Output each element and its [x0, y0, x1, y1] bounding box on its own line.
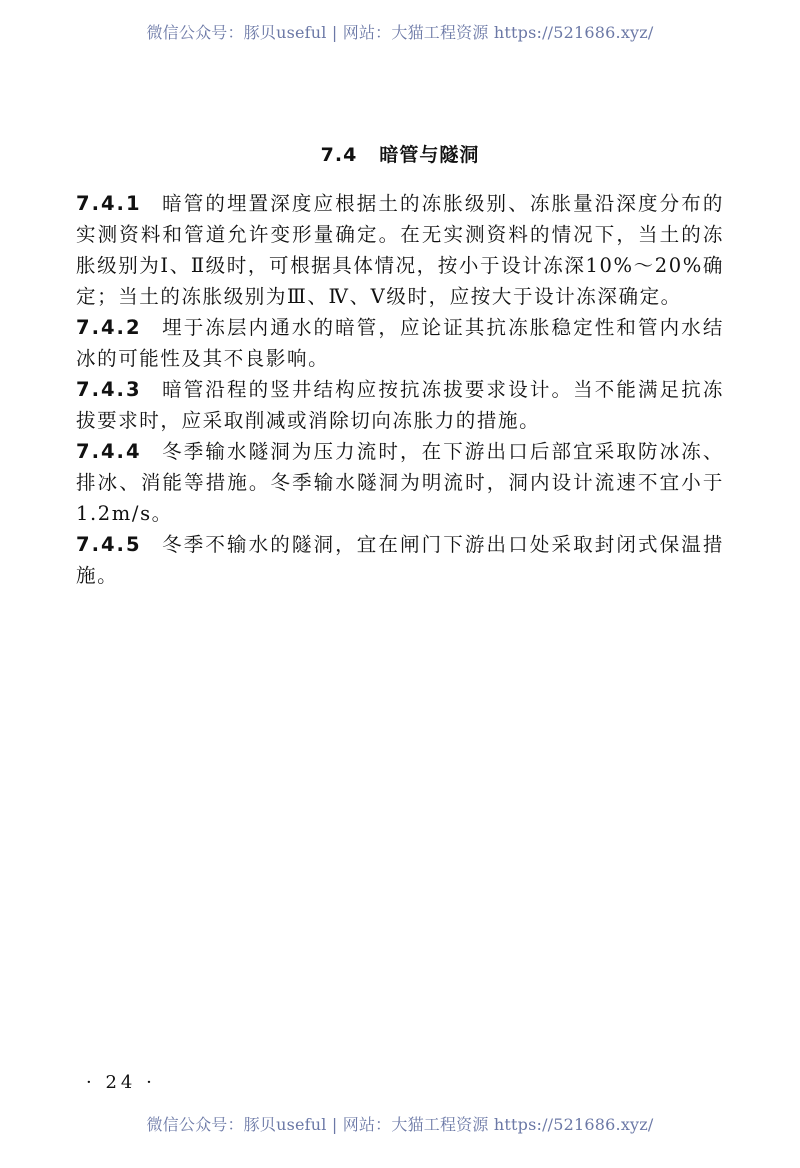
clause-7-4-2	[76, 312, 724, 374]
section-title: 暗管与隧洞	[379, 144, 480, 166]
clause-number: 7.4.3	[76, 378, 142, 401]
clause-7-4-1	[76, 188, 724, 312]
page-content	[76, 140, 724, 591]
clause-number: 7.4.5	[76, 533, 142, 556]
clause-7-4-5	[76, 529, 724, 591]
clause-7-4-3	[76, 374, 724, 436]
clause-text: 暗管沿程的竖井结构应按抗冻拔要求设计。当不能满足抗冻拔要求时，应采取削减或消除切向冻胀力的措施。	[76, 378, 724, 432]
section-heading	[76, 140, 724, 170]
watermark-top: 微信公众号：豚贝useful | 网站：大猫工程资源 https://521686.xyz/	[146, 23, 654, 42]
clause-number: 7.4.4	[76, 440, 142, 463]
clause-text: 暗管的埋置深度应根据土的冻胀级别、冻胀量沿深度分布的实测资料和管道允许变形量确定。在无实测资料的情况下，当土的冻胀级别为Ⅰ、Ⅱ级时，可根据具体情况，按小于设计冻深10%～20%确定；当土的冻胀级别为Ⅲ、Ⅳ、Ⅴ级时，应按大于设计冻深确定。	[76, 192, 724, 308]
watermark-bottom: 微信公众号：豚贝useful | 网站：大猫工程资源 https://521686.xyz/	[146, 1115, 654, 1134]
clause-number: 7.4.2	[76, 316, 142, 339]
page-number: · 24 ·	[86, 1072, 156, 1093]
clause-number: 7.4.1	[76, 192, 142, 215]
clause-text: 冬季输水隧洞为压力流时，在下游出口后部宜采取防冰冻、排冰、消能等措施。冬季输水隧洞为明流时，洞内设计流速不宜小于1.2m/s。	[76, 440, 724, 525]
clause-text: 埋于冻层内通水的暗管，应论证其抗冻胀稳定性和管内水结冰的可能性及其不良影响。	[76, 316, 724, 370]
clause-7-4-4	[76, 436, 724, 529]
section-number: 7.4	[320, 144, 358, 166]
clause-text: 冬季不输水的隧洞，宜在闸门下游出口处采取封闭式保温措施。	[76, 533, 724, 587]
